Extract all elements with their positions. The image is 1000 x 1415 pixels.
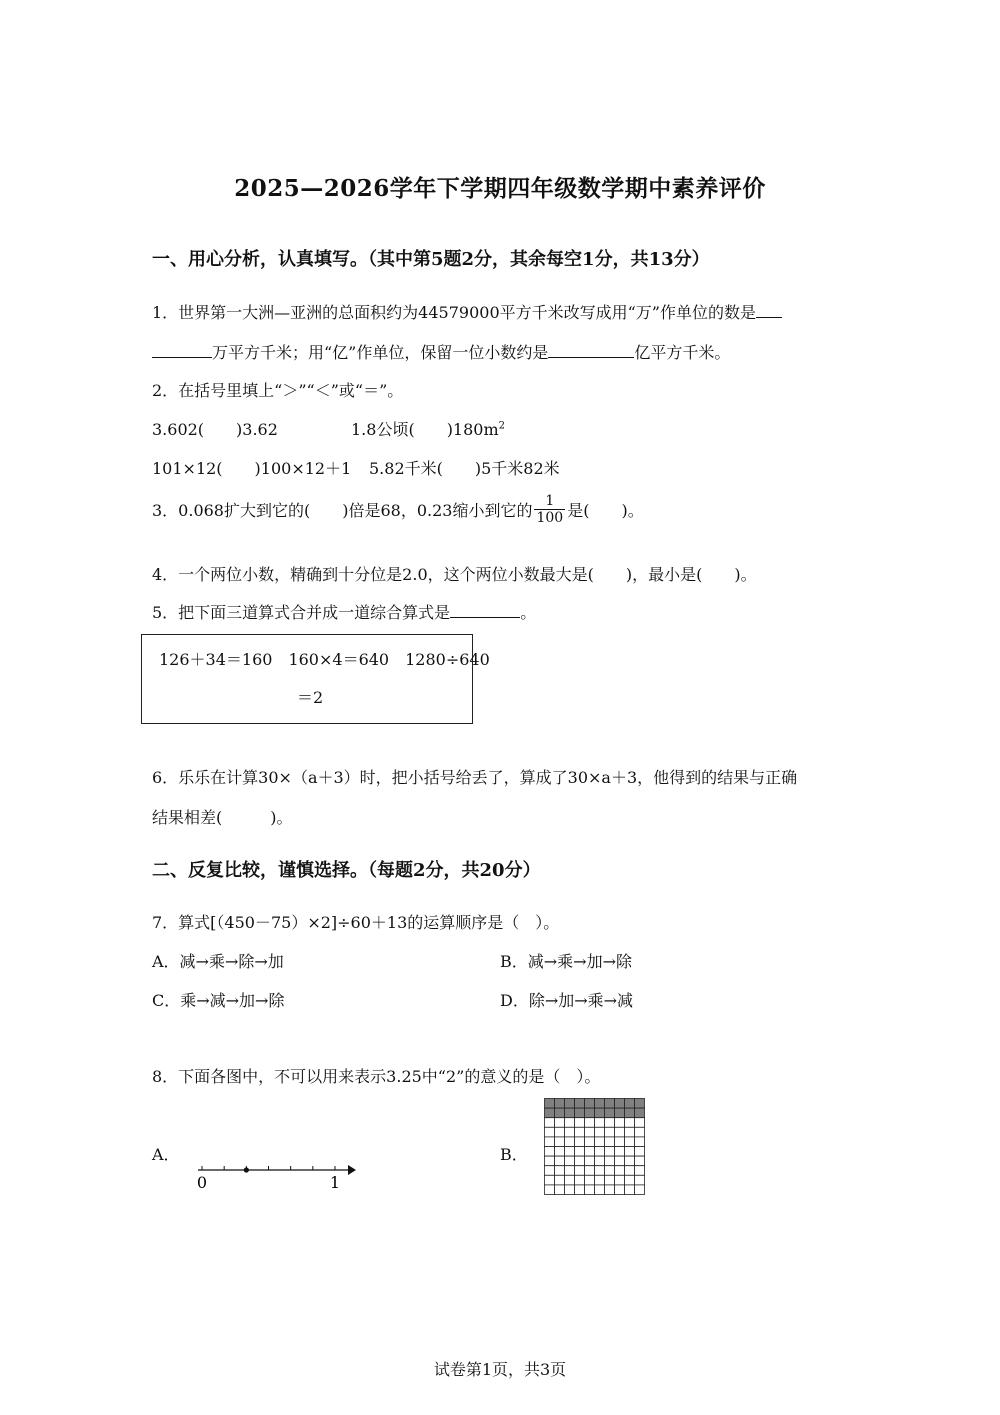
- question-3: [152, 493, 644, 526]
- number-line-start-label: 0: [196, 1173, 208, 1192]
- q1-text-2: 万平方千米；用“亿”作单位，保留一位小数约是: [212, 343, 549, 362]
- grid-cell: [565, 1127, 575, 1137]
- grid-cell: [575, 1175, 585, 1185]
- grid-cell: [605, 1127, 615, 1137]
- grid-cell-shaded: [605, 1099, 615, 1109]
- grid-cell-shaded: [545, 1099, 555, 1109]
- q3-fraction: [534, 493, 565, 526]
- q8-number-line: [190, 1155, 370, 1195]
- grid-cell: [605, 1137, 615, 1147]
- page-footer: 试卷第1页，共3页: [433, 1360, 567, 1379]
- section-1-heading: 一、用心分析，认真填写。（其中第5题2分，其余每空1分，共13分）: [152, 249, 710, 270]
- grid-cell: [585, 1175, 595, 1185]
- grid-cell: [635, 1118, 645, 1128]
- grid-cell: [545, 1175, 555, 1185]
- grid-cell: [595, 1166, 605, 1176]
- grid-cell: [625, 1156, 635, 1166]
- q3-frac-num: 1: [545, 493, 555, 509]
- grid-cell: [625, 1147, 635, 1157]
- grid-cell: [605, 1185, 615, 1195]
- grid-cell: [545, 1127, 555, 1137]
- grid-cell: [565, 1185, 575, 1195]
- grid-cell: [625, 1166, 635, 1176]
- grid-cell: [605, 1175, 615, 1185]
- grid-cell: [595, 1185, 605, 1195]
- grid-cell: [635, 1175, 645, 1185]
- grid-cell: [585, 1127, 595, 1137]
- grid-cell: [575, 1185, 585, 1195]
- question-7-stem: 7．算式[（450－75）×2]÷60＋13的运算顺序是（ ）。: [152, 913, 560, 932]
- grid-cell: [595, 1127, 605, 1137]
- q5-box-line-1: 126＋34＝160 160×4＝640 1280÷640: [159, 650, 490, 669]
- grid-cell: [555, 1175, 565, 1185]
- q2-item-c: 101×12( )100×12＋1: [152, 459, 352, 478]
- q2-item-b-sup: 2: [498, 420, 506, 432]
- grid-cell: [565, 1147, 575, 1157]
- grid-cell: [555, 1156, 565, 1166]
- grid-cell-shaded: [615, 1099, 625, 1109]
- grid-cell: [615, 1175, 625, 1185]
- grid-cell: [595, 1156, 605, 1166]
- grid-cell-shaded: [585, 1099, 595, 1109]
- grid-cell: [545, 1147, 555, 1157]
- q1-blank-1-cont: [152, 343, 212, 358]
- grid-cell: [575, 1156, 585, 1166]
- q8-hundred-grid: [543, 1097, 647, 1197]
- grid-cell-shaded: [545, 1108, 555, 1118]
- grid-cell: [635, 1147, 645, 1157]
- q1-blank-1: [756, 303, 782, 318]
- grid-cell-shaded: [595, 1108, 605, 1118]
- grid-cell-shaded: [555, 1108, 565, 1118]
- grid-cell: [585, 1118, 595, 1128]
- number-line-end-label: 1: [329, 1173, 341, 1192]
- grid-cell-shaded: [605, 1108, 615, 1118]
- grid-cell: [575, 1118, 585, 1128]
- grid-cell: [615, 1137, 625, 1147]
- q5-equation-box: [141, 634, 490, 724]
- grid-cell: [635, 1127, 645, 1137]
- section-2-heading: 二、反复比较，谨慎选择。（每题2分，共20分）: [152, 860, 541, 881]
- page-title: 2025—2026学年下学期四年级数学期中素养评价: [234, 175, 766, 202]
- q2-item-d: 5.82千米( )5千米82米: [369, 459, 560, 478]
- question-2-stem: 2．在括号里填上“＞”“＜”或“＝”。: [152, 381, 404, 400]
- grid-cell: [555, 1118, 565, 1128]
- grid-cell: [565, 1118, 575, 1128]
- grid-cell: [605, 1166, 615, 1176]
- grid-cell-shaded: [635, 1108, 645, 1118]
- grid-cell-shaded: [555, 1099, 565, 1109]
- q2-item-b: [351, 417, 505, 440]
- q3-text-1: 3．0.068扩大到它的( )倍是68，0.23缩小到它的: [152, 501, 533, 520]
- q1-text-3: 亿平方千米。: [634, 343, 731, 362]
- q1-text-1: 1．世界第一大洲—亚洲的总面积约为44579000平方千米改写成用“万”作单位的数是: [152, 303, 756, 322]
- grid-cell: [545, 1156, 555, 1166]
- number-line-point: [244, 1167, 249, 1172]
- grid-cell: [555, 1185, 565, 1195]
- grid-cell-shaded: [585, 1108, 595, 1118]
- grid-cell: [545, 1166, 555, 1176]
- q7-option-b: B．减→乘→加→除: [500, 952, 632, 971]
- grid-cell: [585, 1137, 595, 1147]
- grid-cell: [585, 1147, 595, 1157]
- grid-cell: [595, 1147, 605, 1157]
- question-5-stem: [152, 600, 536, 623]
- grid-cell: [615, 1127, 625, 1137]
- grid-cell-shaded: [575, 1099, 585, 1109]
- question-4: 4．一个两位小数，精确到十分位是2.0，这个两位小数最大是( )，最小是( )。: [152, 565, 757, 584]
- grid-cell: [615, 1118, 625, 1128]
- q2-item-a: 3.602( )3.62: [152, 420, 278, 439]
- grid-cell: [615, 1156, 625, 1166]
- q1-blank-2: [548, 343, 634, 358]
- grid-cell: [555, 1127, 565, 1137]
- q7-option-c: C．乘→减→加→除: [152, 991, 285, 1010]
- grid-cell: [565, 1166, 575, 1176]
- grid-cell: [605, 1118, 615, 1128]
- grid-cell-shaded: [625, 1099, 635, 1109]
- question-1-line-2: [152, 340, 730, 363]
- grid-cell: [575, 1137, 585, 1147]
- grid-cell: [565, 1156, 575, 1166]
- grid-cell: [575, 1127, 585, 1137]
- q3-frac-den: 100: [536, 510, 564, 526]
- grid-cell: [555, 1166, 565, 1176]
- grid-cell: [565, 1137, 575, 1147]
- grid-cell: [585, 1166, 595, 1176]
- grid-cell-shaded: [615, 1108, 625, 1118]
- q5-box-line-2: ＝2: [297, 688, 324, 707]
- grid-cell: [545, 1137, 555, 1147]
- grid-cell: [595, 1137, 605, 1147]
- grid-cell: [625, 1137, 635, 1147]
- question-6-line-1: 6．乐乐在计算30×（a＋3）时，把小括号给丢了，算成了30×a＋3，他得到的结果与正确: [152, 768, 798, 787]
- grid-cell: [545, 1118, 555, 1128]
- q3-text-2: 是( )。: [567, 501, 644, 520]
- grid-cell: [615, 1147, 625, 1157]
- q8-option-a-label: A．: [152, 1145, 180, 1164]
- grid-cell: [605, 1147, 615, 1157]
- grid-cell: [625, 1185, 635, 1195]
- grid-cell: [565, 1175, 575, 1185]
- question-6-line-2: 结果相差( )。: [152, 808, 293, 827]
- question-1-line-1: [152, 300, 782, 323]
- grid-cell: [635, 1137, 645, 1147]
- grid-cell: [585, 1156, 595, 1166]
- q8-option-b-label: B．: [500, 1145, 528, 1164]
- number-line-arrow: [348, 1165, 356, 1175]
- grid-cell: [595, 1175, 605, 1185]
- grid-cell: [635, 1156, 645, 1166]
- grid-cell: [625, 1127, 635, 1137]
- grid-cell: [555, 1147, 565, 1157]
- grid-cell: [595, 1118, 605, 1128]
- grid-cell: [625, 1175, 635, 1185]
- grid-cell-shaded: [595, 1099, 605, 1109]
- q2-item-b-text: 1.8公顷( )180m: [351, 420, 499, 439]
- q5-end: 。: [520, 603, 537, 622]
- question-8-stem: 8．下面各图中，不可以用来表示3.25中“2”的意义的是（ ）。: [152, 1067, 601, 1086]
- grid-cell-shaded: [575, 1108, 585, 1118]
- grid-cell: [555, 1137, 565, 1147]
- grid-cell: [605, 1156, 615, 1166]
- grid-cell: [575, 1166, 585, 1176]
- grid-cell: [625, 1118, 635, 1128]
- grid-cell-shaded: [565, 1099, 575, 1109]
- q5-blank: [450, 603, 520, 618]
- grid-cell: [615, 1166, 625, 1176]
- q7-option-d: D．除→加→乘→减: [500, 991, 634, 1010]
- grid-cell: [545, 1185, 555, 1195]
- grid-cell: [635, 1185, 645, 1195]
- q5-text: 5．把下面三道算式合并成一道综合算式是: [152, 603, 451, 622]
- grid-cell: [615, 1185, 625, 1195]
- q7-option-a: A．减→乘→除→加: [152, 952, 284, 971]
- grid-cell-shaded: [625, 1108, 635, 1118]
- grid-cell-shaded: [565, 1108, 575, 1118]
- grid-cell: [585, 1185, 595, 1195]
- grid-cell: [575, 1147, 585, 1157]
- grid-cell-shaded: [635, 1099, 645, 1109]
- grid-cell: [635, 1166, 645, 1176]
